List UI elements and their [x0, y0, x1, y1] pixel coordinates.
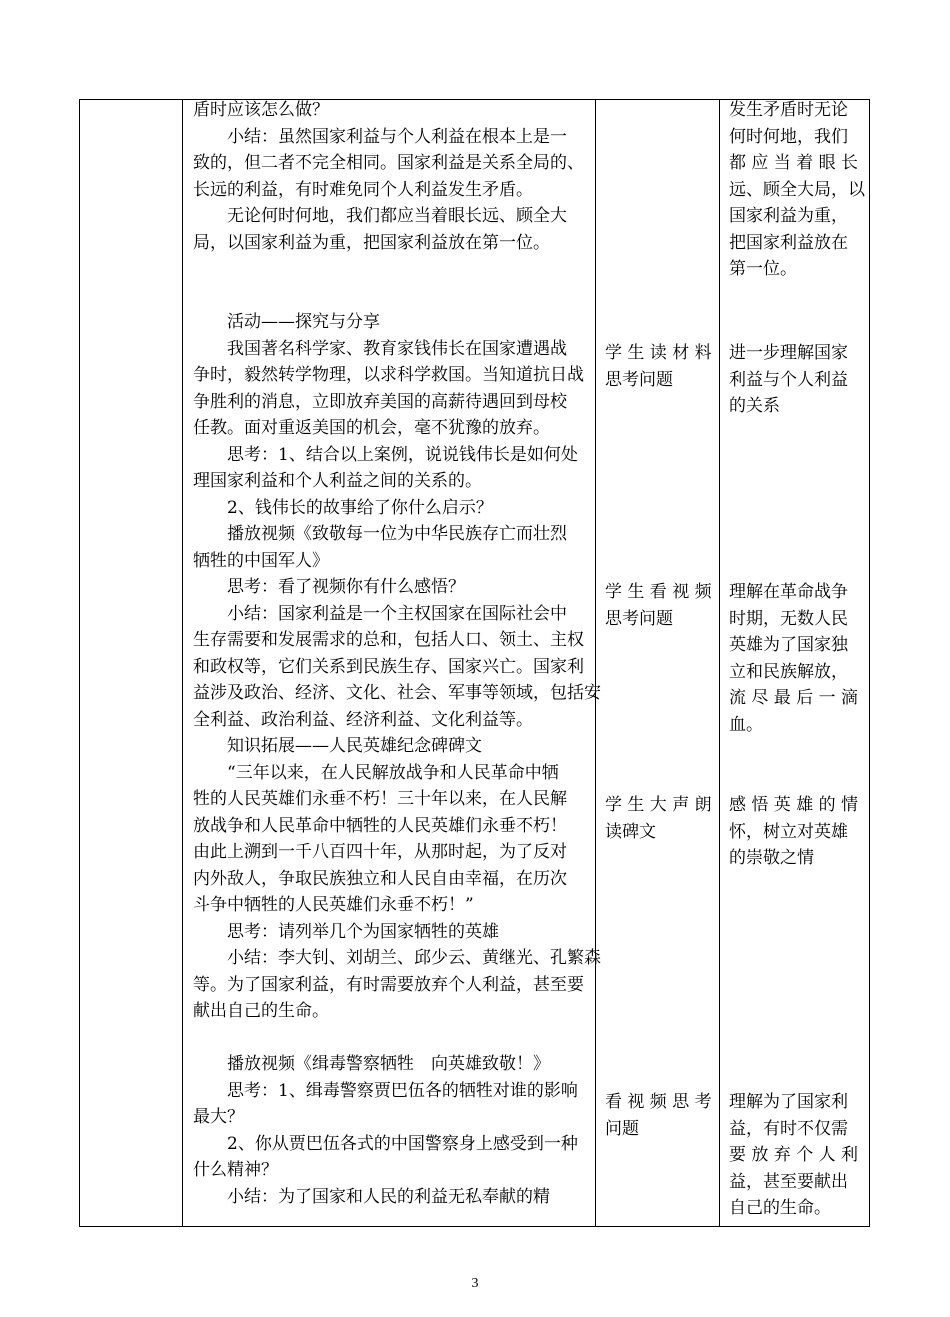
content-line: 最大？ [193, 1107, 244, 1127]
content-line: 益涉及政治、经济、文化、社会、军事等领域，包括安 [193, 683, 601, 703]
blank-line [193, 1025, 588, 1052]
content-line: 斗争中牺牲的人民英雄们永垂不朽！” [193, 895, 474, 915]
design-intent-line: 利益与个人利益 [729, 369, 848, 390]
design-intent-line: 理解在革命战争 [729, 582, 848, 602]
content-line: 知识拓展——人民英雄纪念碑碑文 [227, 736, 482, 756]
content-line: 内外敌人，争取民族独立和人民自由幸福，在历次 [193, 868, 567, 889]
design-intent-line: 要 放 弃 个 人 利 [729, 1145, 859, 1165]
content-line: 献出自己的生命。 [193, 1001, 329, 1021]
content-line: 播放视频《致敬每一位为中华民族存亡而壮烈 [227, 524, 567, 544]
content-line: 什么精神？ [193, 1160, 278, 1180]
blank-line [193, 283, 588, 310]
content-line: 等。为了国家利益，有时需要放弃个人利益，甚至要 [193, 974, 584, 995]
content-line: 和政权等，它们关系到民族生存、国家兴亡。国家利 [193, 656, 584, 677]
content-line: 小结：李大钊、刘胡兰、邱少云、黄继光、孔繁森 [227, 948, 601, 968]
content-line: 小结：为了国家和人民的利益无私奉献的精 [227, 1186, 550, 1207]
design-intent-cell [729, 792, 867, 872]
content-line: 全利益、政治利益、经济利益、文化利益等。 [193, 709, 533, 730]
design-intent-cell [729, 1089, 867, 1222]
student-activity-cell [605, 340, 715, 393]
design-intent-line: 发生矛盾时无论 [729, 100, 848, 120]
column-divider [595, 100, 596, 1226]
student-activity-line: 学 生 看 视 频 [605, 582, 712, 602]
student-activity-line: 思考问题 [605, 369, 673, 390]
design-intent-line: 何时何地，我们 [729, 126, 848, 147]
lesson-plan-table [79, 99, 870, 1227]
design-intent-line: 国家利益为重， [729, 206, 848, 226]
content-line: 牲的人民英雄们永垂不朽！三十年以来，在人民解 [193, 789, 567, 809]
content-line: 生存需要和发展需求的总和，包括人口、领土、主权 [193, 630, 584, 650]
design-intent-cell [729, 340, 867, 420]
design-intent-line: 的崇敬之情 [729, 848, 814, 868]
blank-line [193, 256, 588, 283]
design-intent-line: 的关系 [729, 396, 780, 416]
design-intent-line: 把国家利益放在 [729, 232, 848, 253]
content-line: 2、你从贾巴伍各式的中国警察身上感受到一种 [227, 1133, 578, 1154]
content-line: 思考：请列举几个为国家牺牲的英雄 [227, 921, 499, 942]
content-line: 思考：1、缉毒警察贾巴伍各的牺牲对谁的影响 [227, 1080, 578, 1101]
design-intent-line: 益，有时不仅需 [729, 1118, 848, 1139]
design-intent-line: 感 悟 英 雄 的 情 [729, 795, 859, 815]
student-activity-line: 学 生 读 材 料 [605, 343, 712, 363]
design-intent-line: 时期，无数人民 [729, 608, 848, 629]
content-line: 播放视频《缉毒警察牺牲 向英雄致敬！》 [227, 1054, 550, 1074]
content-line: 由此上溯到一千八百四十年，从那时起，为了反对 [193, 842, 567, 862]
student-activity-line: 看 视 频 思 考 [605, 1092, 712, 1112]
design-intent-line: 第一位。 [729, 259, 797, 279]
design-intent-cell [729, 579, 867, 738]
student-activity-cell [605, 792, 715, 845]
design-intent-line: 理解为了国家利 [729, 1092, 848, 1112]
content-line: 长远的利益，有时难免同个人利益发生矛盾。 [193, 179, 533, 200]
content-line: 理国家利益和个人利益之间的关系的。 [193, 471, 482, 491]
student-activity-line: 思考问题 [605, 608, 673, 629]
content-line: 任教。面对重返美国的机会，毫不犹豫的放弃。 [193, 418, 550, 438]
design-intent-line: 流 尽 最 后 一 滴 [729, 688, 859, 708]
content-line: 争胜利的消息，立即放弃美国的高薪待遇回到母校 [193, 391, 567, 412]
student-activity-line: 读碑文 [605, 821, 656, 842]
page-number: 3 [471, 1276, 479, 1291]
content-line: 小结：虽然国家利益与个人利益在根本上是一 [227, 126, 567, 147]
content-line: 小结：国家利益是一个主权国家在国际社会中 [227, 603, 567, 624]
design-intent-line: 进一步理解国家 [729, 343, 848, 363]
design-intent-line: 都 应 当 着 眼 长 [729, 153, 859, 173]
student-activity-line: 学 生 大 声 朗 [605, 795, 712, 815]
column-divider [719, 100, 720, 1226]
teaching-content-column [193, 97, 601, 1210]
content-line: 局，以国家利益为重，把国家利益放在第一位。 [193, 232, 550, 253]
content-line: 思考：1、结合以上案例，说说钱伟长是如何处 [227, 444, 578, 465]
student-activity-cell [605, 1089, 715, 1142]
content-line: 致的，但二者不完全相同。国家利益是关系全局的、 [193, 153, 584, 173]
design-intent-line: 远、顾全大局，以 [729, 179, 865, 200]
content-line: 活动——探究与分享 [227, 312, 380, 332]
design-intent-cell [729, 97, 867, 283]
content-line: 我国著名科学家、教育家钱伟长在国家遭遇战 [227, 338, 567, 359]
design-intent-line: 英雄为了国家独 [729, 635, 848, 655]
content-line: 无论何时何地，我们都应当着眼长远、顾全大 [227, 206, 567, 226]
design-intent-line: 血。 [729, 714, 763, 735]
content-line: 牺牲的中国军人》 [193, 550, 329, 571]
content-line: “三年以来，在人民解放战争和人民革命中牺 [227, 762, 559, 783]
design-intent-line: 自己的生命。 [729, 1198, 831, 1218]
content-line: 盾时应该怎么做？ [193, 100, 329, 120]
student-activity-line: 问题 [605, 1118, 639, 1139]
content-line: 放战争和人民革命中牺牲的人民英雄们永垂不朽！ [193, 815, 567, 836]
content-line: 思考：看了视频你有什么感悟？ [227, 577, 465, 597]
design-intent-line: 益，甚至要献出 [729, 1171, 848, 1192]
design-intent-line: 立和民族解放， [729, 661, 848, 682]
content-line: 争时，毅然转学物理，以求科学救国。当知道抗日战 [193, 365, 584, 385]
column-divider [182, 100, 183, 1226]
student-activity-cell [605, 579, 715, 632]
design-intent-line: 怀，树立对英雄 [729, 821, 848, 842]
content-line: 2、钱伟长的故事给了你什么启示？ [227, 497, 493, 518]
